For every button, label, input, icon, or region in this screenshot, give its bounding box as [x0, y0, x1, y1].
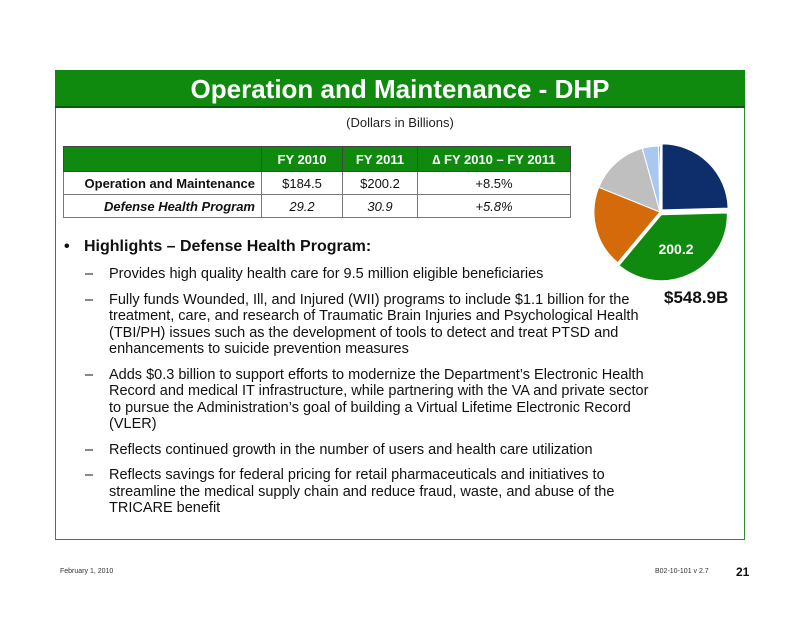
- list-item: [85, 467, 655, 517]
- cell-dhp-delta: +5.8%: [418, 195, 571, 218]
- row-label-om: Operation and Maintenance: [64, 172, 262, 195]
- list-item: [85, 442, 655, 459]
- pie-slices: [594, 144, 728, 281]
- pie-slice-navy: [662, 144, 728, 210]
- cell-om-fy2010: $184.5: [262, 172, 343, 195]
- cell-om-fy2011: $200.2: [343, 172, 418, 195]
- dash-glyph: –: [85, 441, 94, 458]
- highlights-title: Highlights – Defense Health Program:: [84, 238, 372, 255]
- dash-glyph: –: [85, 366, 94, 383]
- table-header-fy2011: FY 2011: [343, 147, 418, 172]
- footer-code: B02-10-101 v 2.7: [655, 568, 709, 575]
- dash-glyph: –: [85, 291, 94, 308]
- page-number: 21: [736, 565, 750, 579]
- list-item: [85, 266, 655, 283]
- slide-subtitle: (Dollars in Billions): [346, 115, 454, 130]
- list-item-text: Provides high quality health care for 9.5 million eligible beneficiaries: [109, 266, 544, 282]
- list-item-text: Adds $0.3 billion to support efforts to modernize the Department’s Electronic Health Record and medical IT infrastructure, while partnering with the VA and private sector to pursue the Administration’s goal of building a Virtual Lifetime Electronic Record (VLER): [109, 366, 649, 432]
- budget-pie-chart: [588, 140, 738, 290]
- pie-total-label: $548.9B: [664, 288, 729, 307]
- slide-title: Operation and Maintenance - DHP: [55, 70, 745, 108]
- list-item-text: Fully funds Wounded, Ill, and Injured (WII) programs to include $1.1 billion for the treatment, care, and research of Traumatic Brain Injuries and Psychological Health (TBI/PH) issues such as the development of tools to detect and treat PTSD and enhancements to suicide prevention measures: [109, 291, 639, 357]
- cell-om-delta: +8.5%: [418, 172, 571, 195]
- cell-dhp-fy2010: 29.2: [262, 195, 343, 218]
- row-label-dhp: Defense Health Program: [64, 195, 262, 218]
- dash-glyph: –: [85, 467, 94, 483]
- list-item-text: Reflects continued growth in the number of users and health care utilization: [109, 441, 593, 458]
- bullet-glyph: •: [64, 238, 70, 255]
- list-item: [85, 292, 655, 358]
- pie-slice-label: 200.2: [658, 241, 694, 257]
- table-row: [64, 195, 571, 218]
- table-header-fy2010: FY 2010: [262, 147, 343, 172]
- dash-glyph: –: [85, 266, 94, 282]
- table-header-empty: [64, 147, 262, 172]
- cell-dhp-fy2011: 30.9: [343, 195, 418, 218]
- table-header-row: [64, 147, 571, 172]
- highlights-heading: [64, 238, 371, 256]
- table-row: [64, 172, 571, 195]
- footer-date: February 1, 2010: [60, 568, 114, 575]
- list-item: [85, 367, 655, 433]
- table-header-delta: ∆ FY 2010 – FY 2011: [418, 147, 571, 172]
- list-item-text: Reflects savings for federal pricing for retail pharmaceuticals and initiatives to streamline the medical supply chain and reduce fraud, waste, and abuse of the TRICARE benefit: [109, 467, 615, 516]
- highlights-list: [85, 266, 655, 526]
- budget-table: [63, 146, 571, 218]
